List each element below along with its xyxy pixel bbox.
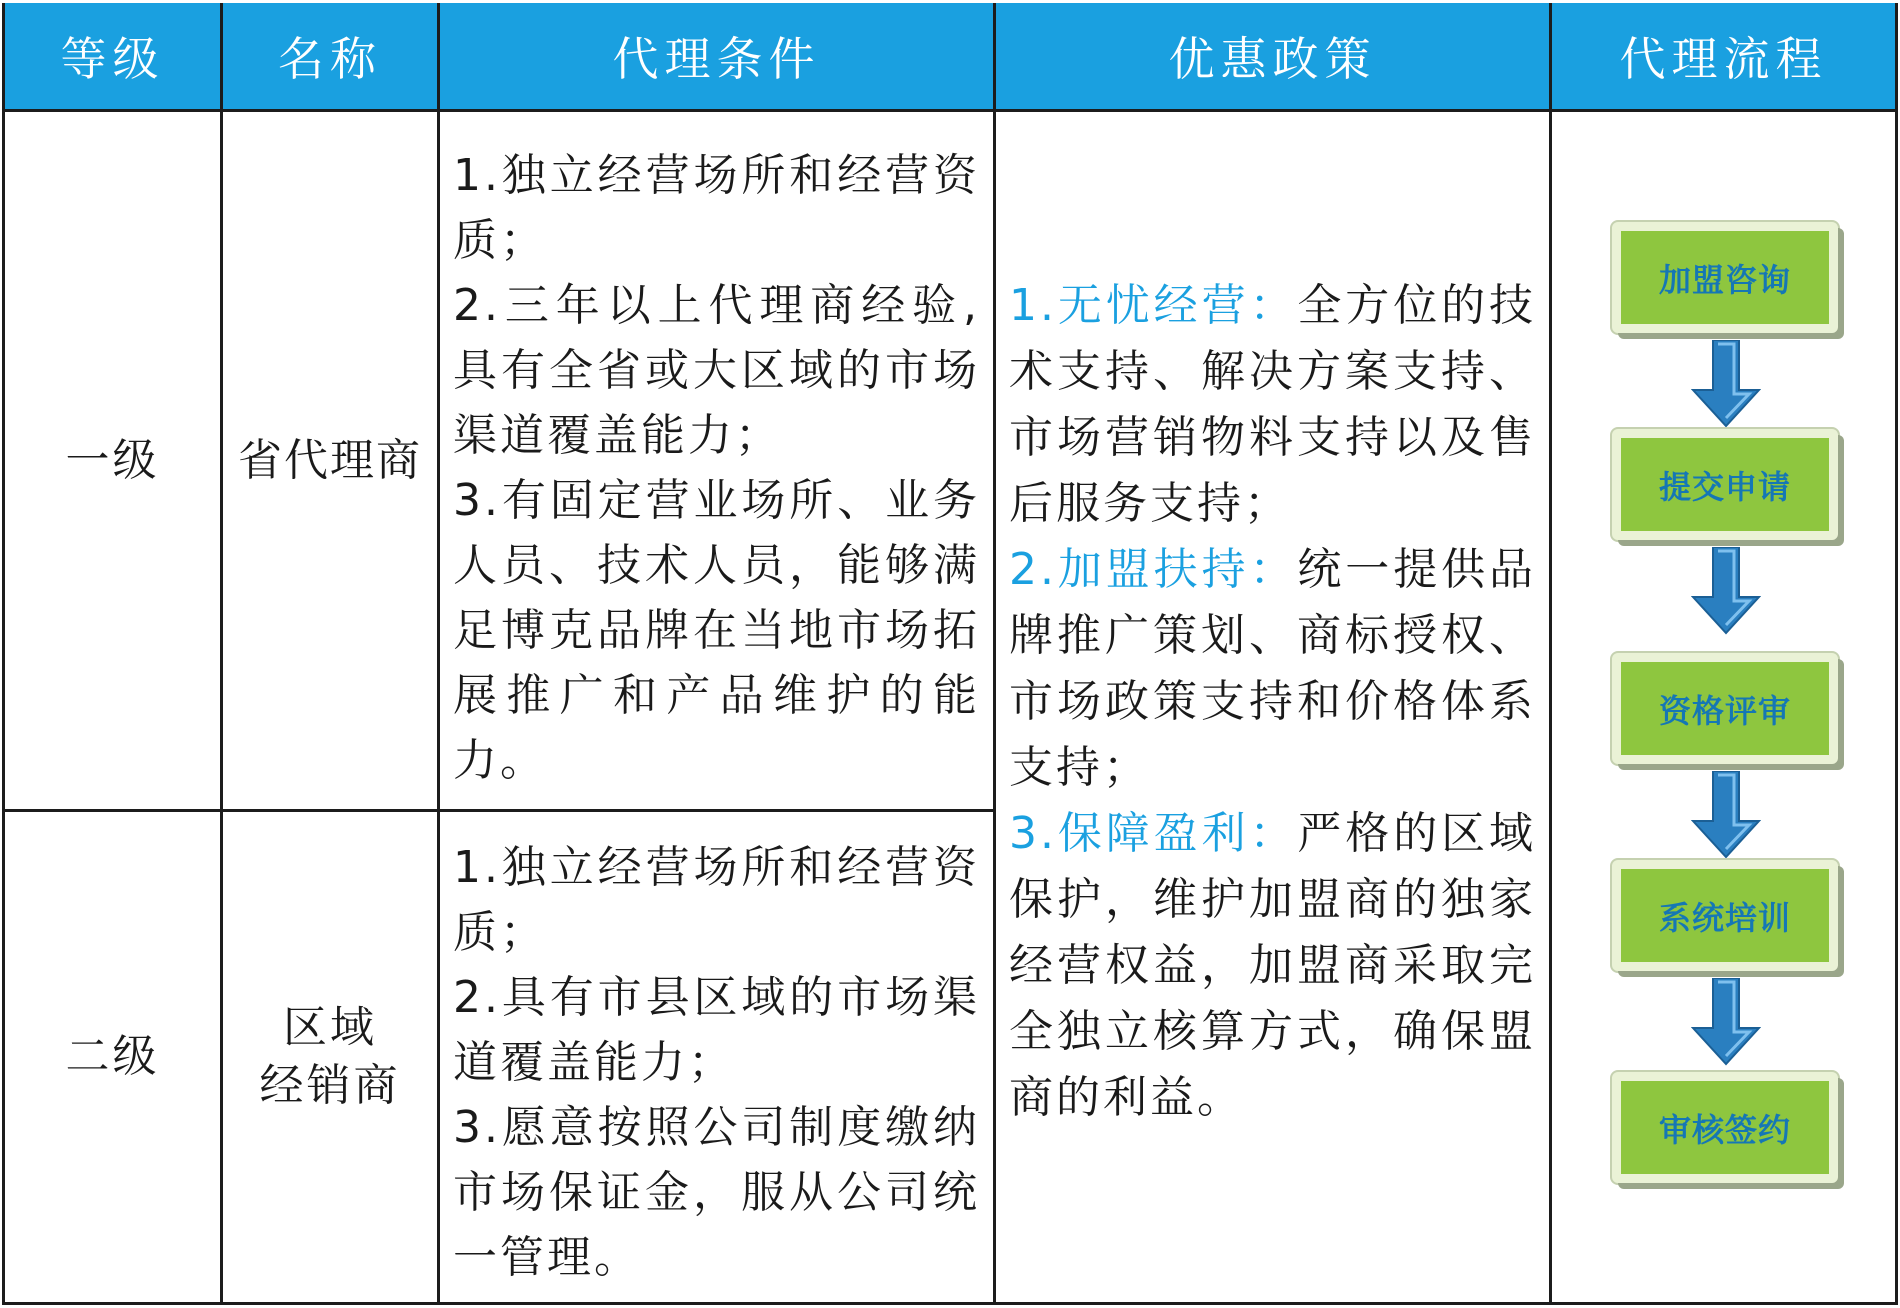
policy-title-2: 2.加盟扶持： bbox=[1009, 544, 1298, 595]
down-arrow-icon bbox=[1691, 978, 1761, 1066]
flow-step-consult: 加盟咨询 bbox=[1612, 222, 1838, 333]
header-flow: 代理流程 bbox=[1619, 32, 1828, 86]
policy-body-3: 严格的区域保护，维护加盟商的独家经营权益，加盟商采取完全独立核算方式，确保盟商的利益。 bbox=[1009, 808, 1536, 1123]
row1-condition-1: 1.独立经营场所和经营资质； bbox=[453, 150, 980, 266]
policy-item-3 bbox=[1009, 801, 1536, 1131]
row2-name bbox=[223, 812, 437, 1302]
header-conditions: 代理条件 bbox=[612, 32, 821, 86]
row1-condition-3: 3.有固定营业场所、业务人员、技术人员，能够满足博克品牌在当地市场拓展推广和产品维护的能力。 bbox=[453, 475, 980, 786]
column-divider bbox=[1549, 3, 1552, 1302]
row2-name-line2: 经销商 bbox=[259, 1060, 401, 1111]
column-divider bbox=[437, 3, 440, 1302]
header-level: 等级 bbox=[60, 32, 165, 86]
header-name: 名称 bbox=[278, 32, 382, 86]
row2-condition-1: 1.独立经营场所和经营资质； bbox=[453, 842, 980, 958]
policy-text bbox=[1009, 273, 1536, 1131]
header-policy: 优惠政策 bbox=[1168, 32, 1377, 86]
row2-condition-2: 2.具有市县区域的市场渠道覆盖能力； bbox=[453, 972, 980, 1088]
policy-title-3: 3.保障盈利： bbox=[1009, 808, 1298, 859]
policy-body-1: 全方位的技术支持、解决方案支持、市场营销物料支持以及售后服务支持； bbox=[1009, 280, 1536, 529]
policy-item-2 bbox=[1009, 537, 1536, 801]
policy-title-1: 1.无忧经营： bbox=[1009, 280, 1298, 331]
down-arrow-icon bbox=[1691, 340, 1761, 428]
row1-conditions bbox=[453, 143, 980, 793]
row1-condition-2: 2.三年以上代理商经验,具有全省或大区域的市场渠道覆盖能力； bbox=[453, 280, 980, 461]
down-arrow-icon bbox=[1691, 771, 1761, 859]
row2-conditions bbox=[453, 835, 980, 1290]
flow-step-sign: 审核签约 bbox=[1612, 1072, 1838, 1183]
column-divider bbox=[993, 3, 996, 1302]
policy-body-2: 统一提供品牌推广策划、商标授权、市场政策支持和价格体系支持； bbox=[1009, 544, 1536, 793]
row2-condition-3: 3.愿意按照公司制度缴纳市场保证金，服从公司统一管理。 bbox=[453, 1102, 980, 1283]
row1-name: 省代理商 bbox=[238, 434, 422, 486]
down-arrow-icon bbox=[1691, 547, 1761, 635]
agent-table bbox=[2, 3, 1898, 1305]
row2-level: 二级 bbox=[65, 1031, 160, 1082]
table-header bbox=[5, 3, 1895, 112]
policy-item-1 bbox=[1009, 273, 1536, 537]
flow-step-review: 资格评审 bbox=[1612, 653, 1838, 764]
flow-step-training: 系统培训 bbox=[1612, 860, 1838, 971]
row2-name-line1: 区域 bbox=[283, 1002, 377, 1053]
flow-step-apply: 提交申请 bbox=[1612, 429, 1838, 540]
row1-level: 一级 bbox=[65, 434, 160, 486]
